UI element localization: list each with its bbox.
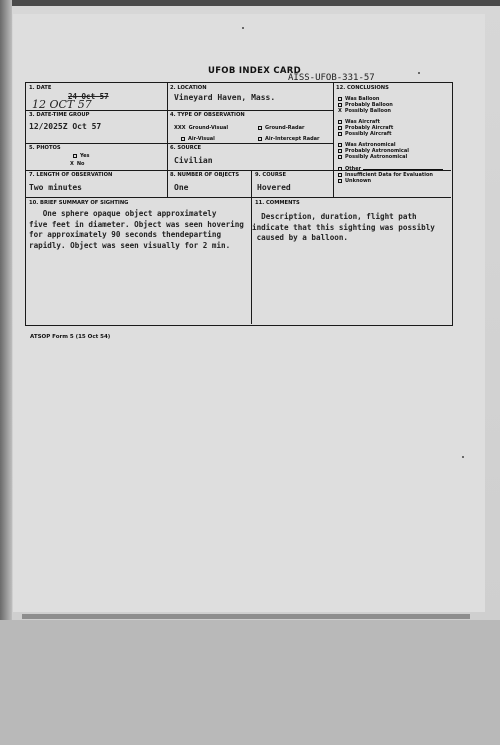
- conclusions-label: 12. CONCLUSIONS: [336, 85, 389, 91]
- comments-label: 11. COMMENTS: [255, 200, 300, 206]
- conclusion-item: [338, 178, 371, 184]
- conclusion-checkbox: [338, 97, 342, 101]
- conclusion-item-label: Possibly Astronomical: [345, 154, 408, 160]
- comments-text: Description, duration, flight path indicate that this sighting was possibly caused by a balloon.: [252, 212, 435, 242]
- source-value: Civilian: [174, 156, 213, 165]
- type-of-observation-label: 4. TYPE OF OBSERVATION: [170, 112, 245, 118]
- conclusion-item-label: Was Astronomical: [345, 142, 396, 148]
- conclusion-item-label: Possibly Balloon: [344, 108, 391, 114]
- observation-option-ground-radar: Ground-Radar: [258, 125, 304, 131]
- conclusion-item-label: Probably Aircraft: [345, 125, 394, 131]
- conclusion-checkbox: [338, 126, 342, 130]
- form-footer: ATSOP Form 5 (15 Oct 54): [30, 334, 111, 340]
- conclusion-checkbox: [338, 143, 342, 147]
- conclusion-checkbox: [338, 173, 342, 177]
- conclusion-checkbox: [338, 155, 342, 159]
- conclusion-item-label: Unknown: [345, 178, 372, 184]
- conclusion-check-mark: X: [338, 108, 342, 114]
- number-of-objects-value: One: [174, 183, 189, 192]
- conclusion-item-label: Was Balloon: [345, 96, 380, 102]
- index-card-form: [25, 82, 453, 326]
- observation-option-air-intercept-radar: Air-Intercept Radar: [258, 136, 320, 142]
- conclusion-item-label: Probably Balloon: [345, 102, 393, 108]
- conclusion-item-label: Was Aircraft: [345, 119, 380, 125]
- photos-option-no: X No: [70, 161, 85, 167]
- date-handwritten: 12 OCT 57: [32, 98, 92, 111]
- course-value: Hovered: [257, 183, 291, 192]
- conclusion-checkbox: [338, 167, 342, 171]
- date-label: 1. DATE: [29, 85, 52, 91]
- location-value: Vineyard Haven, Mass.: [174, 93, 276, 102]
- brief-summary-text: One sphere opaque object approximately five feet in diameter. Object was seen hovering for approximately 90 seconds thendeparting rapidly. Object was seen visually for 2 min.: [29, 209, 244, 250]
- conclusion-checkbox: [338, 120, 342, 124]
- conclusion-checkbox: [338, 149, 342, 153]
- source-label: 6. SOURCE: [170, 145, 202, 151]
- conclusion-checkbox: [338, 103, 342, 107]
- other-blank-line: [363, 169, 443, 170]
- conclusion-checkbox: [338, 132, 342, 136]
- course-label: 9. COURSE: [255, 172, 287, 178]
- scan-speck: [418, 72, 420, 74]
- photos-option-yes: Yes: [73, 153, 90, 159]
- location-label: 2. LOCATION: [170, 85, 207, 91]
- length-of-observation-label: 7. LENGTH OF OBSERVATION: [29, 172, 113, 178]
- conclusion-item-label: Probably Astronomical: [345, 148, 409, 154]
- card-title: UFOB INDEX CARD: [208, 66, 301, 76]
- photo-bottom-area: [0, 620, 500, 745]
- photos-label: 5. PHOTOS: [29, 145, 61, 151]
- date-time-group-label: 3. DATE-TIME GROUP: [29, 112, 90, 118]
- photo-top-edge: [0, 0, 500, 6]
- number-of-objects-label: 8. NUMBER OF OBJECTS: [170, 172, 240, 178]
- observation-option-air-visual: Air-Visual: [181, 136, 215, 142]
- scan-speck: [462, 456, 464, 458]
- observation-option-ground-visual: XXX Ground-Visual: [174, 125, 229, 131]
- brief-summary-label: 10. BRIEF SUMMARY OF SIGHTING: [29, 200, 129, 206]
- conclusion-item-label: Possibly Aircraft: [345, 131, 392, 137]
- photo-left-edge: [0, 0, 12, 620]
- date-typed-struck: 24 Oct 57: [68, 92, 109, 101]
- scan-speck: [242, 27, 244, 29]
- conclusion-item: [338, 154, 407, 160]
- conclusion-checkbox: [338, 179, 342, 183]
- conclusion-item-label: Other: [345, 166, 362, 172]
- conclusion-item: [338, 108, 391, 114]
- length-of-observation-value: Two minutes: [29, 183, 82, 192]
- card-index-number: AISS-UFOB-331-57: [288, 73, 375, 83]
- conclusion-item-label: Insufficient Data for Evaluation: [345, 172, 433, 178]
- conclusion-item: [338, 131, 391, 137]
- sheet-edge: [22, 614, 470, 619]
- date-time-group-value: 12/2025Z Oct 57: [29, 122, 102, 131]
